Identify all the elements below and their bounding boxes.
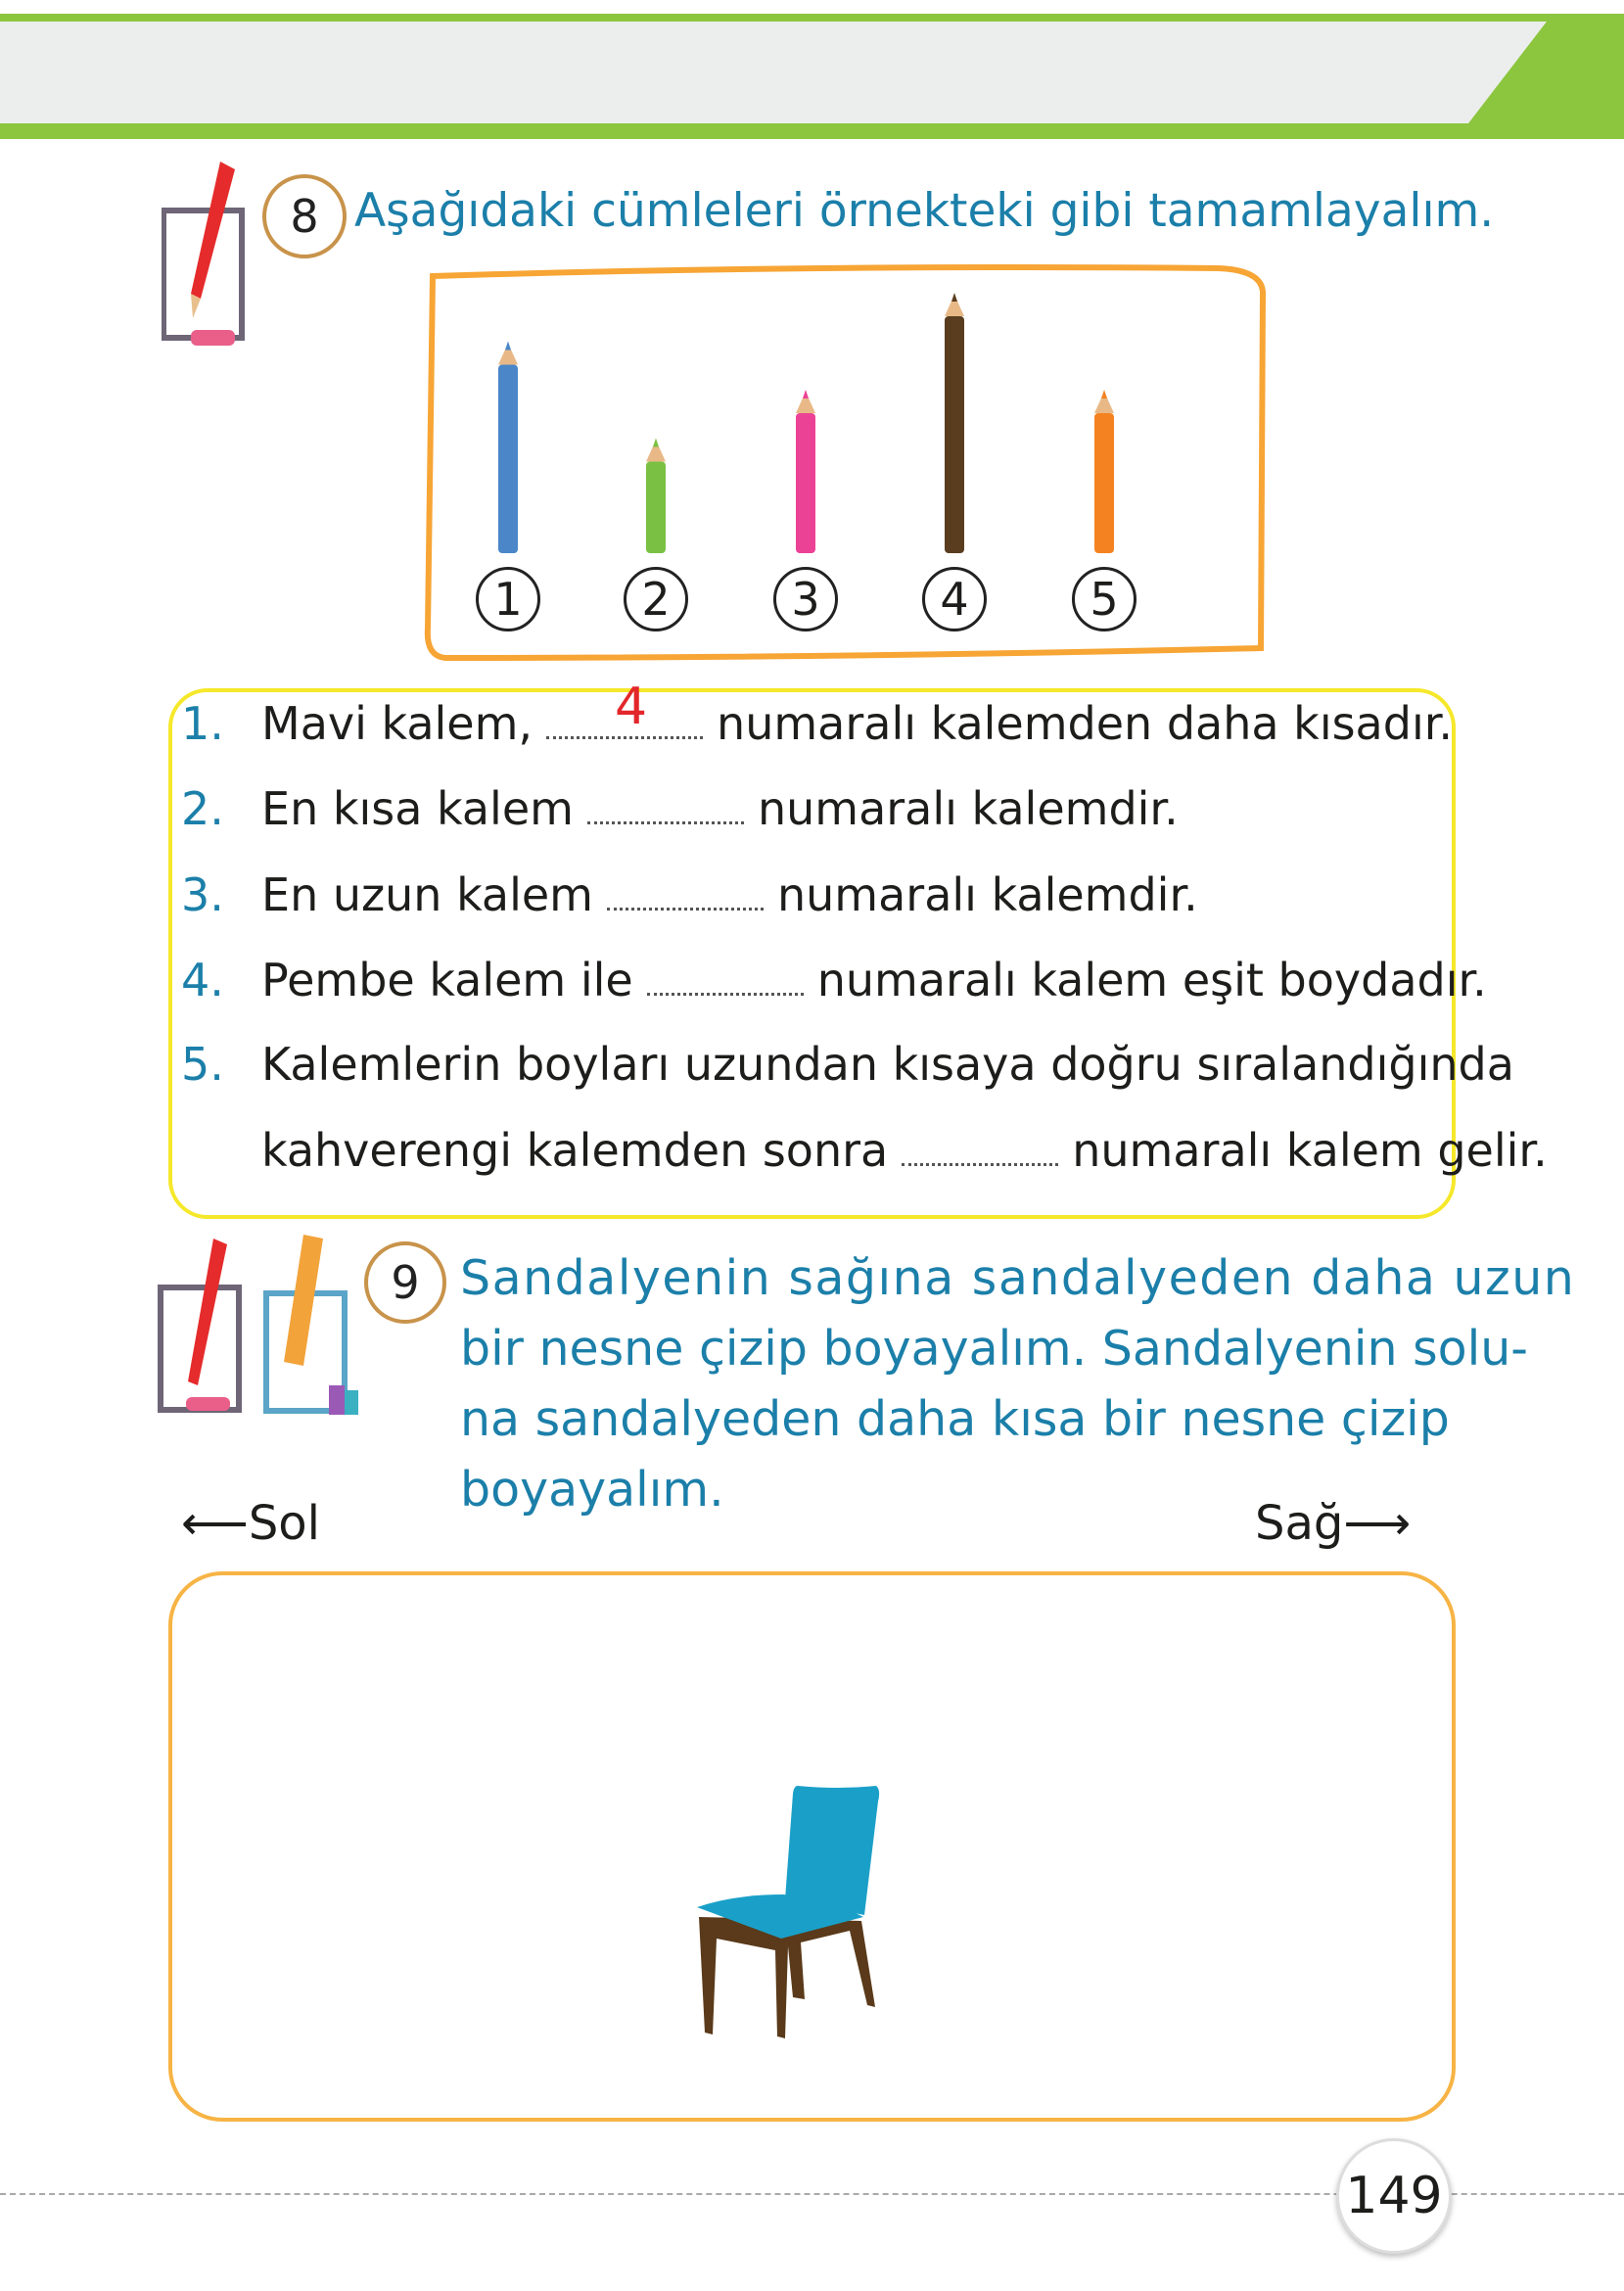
sentence-3	[181, 868, 1198, 921]
sentence-start: Pembe kalem ile	[261, 954, 633, 1006]
left-label: Sol	[248, 1496, 320, 1551]
sentence-2	[181, 782, 1179, 835]
right-label: Sağ	[1255, 1496, 1344, 1551]
pencil-4	[945, 316, 964, 553]
activity-number-badge: 9	[364, 1241, 446, 1324]
pencil-mascot-icon	[162, 162, 259, 357]
pencil-2	[646, 462, 666, 554]
sentence-end: numaralı kalem gelir.	[1072, 1124, 1548, 1177]
arrow-left-icon: ⟵	[181, 1496, 249, 1551]
sentence-number: 4.	[181, 954, 224, 1006]
instruction-line: boyayalım.	[460, 1462, 724, 1518]
pencil-3	[796, 413, 815, 553]
sentence-number: 2.	[181, 782, 224, 835]
instruction-line: Sandalyenin sağına sandalyeden daha uzun	[460, 1250, 1576, 1306]
sentence-start: Mavi kalem,	[261, 697, 534, 750]
pencil-and-glue-mascots-icon	[157, 1229, 362, 1425]
pencil-lead-5	[1101, 390, 1107, 398]
pencil-label-3: 3	[773, 567, 838, 631]
sentence-start: En kısa kalem	[261, 782, 574, 835]
answer-blank[interactable]	[647, 983, 804, 996]
sentence-number: 5.	[181, 1038, 224, 1091]
pencil-label-2: 2	[624, 567, 688, 631]
answer-blank[interactable]	[546, 678, 703, 739]
sentence-start: kahverengi kalemden sonra	[261, 1124, 889, 1177]
activity-number-badge: 8	[262, 174, 347, 258]
sentence-number: 3.	[181, 868, 224, 921]
pencil-label-1: 1	[476, 567, 540, 631]
sentence-start: Kalemlerin boyları uzundan kısaya doğru sıralandığında	[261, 1038, 1514, 1091]
pencil-lead-3	[803, 390, 809, 398]
sentence-6	[181, 1124, 1548, 1177]
right-direction	[1255, 1496, 1411, 1551]
answer-blank[interactable]	[607, 898, 764, 911]
sentence-5	[181, 1038, 1514, 1091]
pencil-lead-1	[505, 342, 511, 351]
pencil-1	[498, 365, 518, 554]
page-number: 149	[1336, 2138, 1452, 2254]
instruction-line: na sandalyeden daha kısa bir nesne çizip	[460, 1391, 1450, 1447]
pencil-lead-2	[653, 439, 659, 447]
pencil-label-5: 5	[1072, 567, 1137, 631]
sentence-end: numaralı kalemden daha kısadır.	[717, 697, 1454, 750]
pencil-lead-4	[951, 293, 957, 302]
sentence-end: numaralı kalemdir.	[776, 868, 1198, 921]
answer-blank[interactable]	[587, 812, 744, 824]
arrow-right-icon: ⟶	[1343, 1496, 1412, 1551]
sentence-start: En uzun kalem	[261, 868, 593, 921]
answer-blank[interactable]	[902, 1153, 1058, 1166]
sentence-number: 1.	[181, 697, 224, 750]
chair-image	[636, 1743, 930, 2056]
pencil-5	[1094, 413, 1114, 553]
pencils-frame	[421, 257, 1273, 668]
sentence-4	[181, 954, 1487, 1006]
activity-9-instructions	[460, 1243, 1575, 1525]
sentence-end: numaralı kalem eşit boydadır.	[816, 954, 1487, 1006]
sentence-1	[181, 678, 1454, 750]
left-direction	[181, 1496, 320, 1551]
activity-8-title: Aşağıdaki cümleleri örnekteki gibi tamamlayalım.	[354, 184, 1495, 238]
pencil-label-4: 4	[922, 567, 987, 631]
sentence-end: numaralı kalemdir.	[757, 782, 1179, 835]
instruction-line: bir nesne çizip boyayalım. Sandalyenin solu-	[460, 1321, 1528, 1377]
answer-text: 4	[615, 678, 648, 736]
header-title-strip	[0, 18, 1624, 135]
